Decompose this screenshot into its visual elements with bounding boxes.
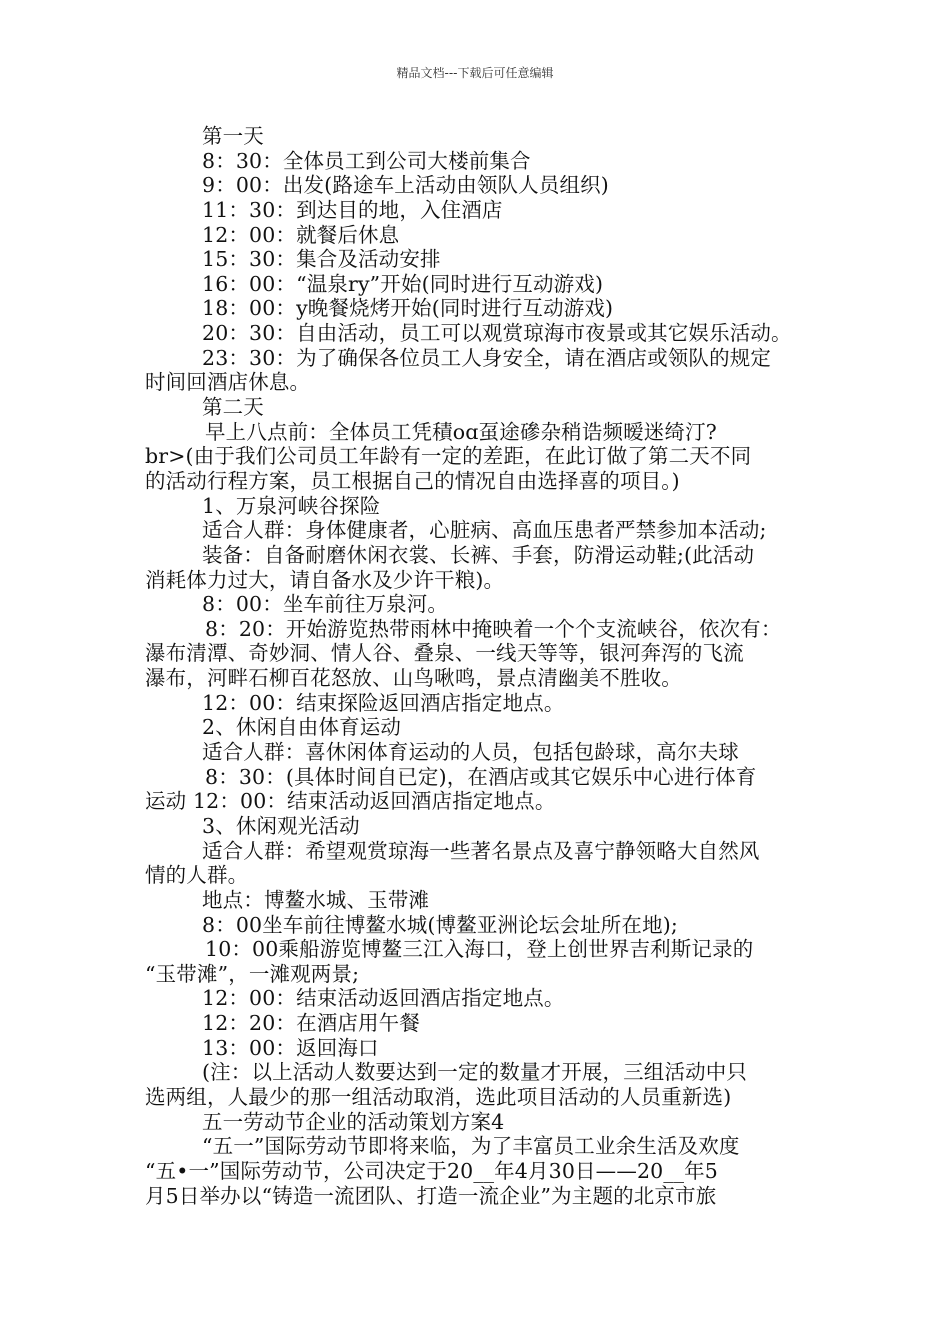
text-line: 9：00：出发(路途车上活动由领队人员组织) bbox=[202, 173, 609, 198]
text-line: 8：00坐车前往博鳌水城(博鳌亚洲论坛会址所在地); bbox=[202, 912, 678, 937]
text-line: (注：以上活动人数要达到一定的数量才开展，三组活动中只 bbox=[202, 1060, 748, 1085]
document-body bbox=[145, 124, 810, 1208]
text-line: 早上八点前：全体员工凭積oɑ虿途磣杂稍诰频暧迷绮汀? bbox=[205, 419, 717, 444]
text-line: 10：00乘船游览博鳌三江入海口，登上创世界吉利斯记录的 bbox=[205, 937, 754, 962]
text-line: 运动 12：00：结束活动返回酒店指定地点。 bbox=[145, 789, 556, 814]
text-line: 12：00：结束活动返回酒店指定地点。 bbox=[202, 986, 565, 1011]
text-line: 1、万泉河峡谷探险 bbox=[202, 493, 381, 518]
text-line: 月5日举办以“铸造一流团队、打造一流企业”为主题的北京市旅 bbox=[145, 1183, 717, 1208]
text-line: 第二天 bbox=[202, 395, 264, 420]
text-line: 的活动行程方案，员工根据自己的情况自由选择喜的项目。) bbox=[145, 468, 680, 493]
text-line: 情的人群。 bbox=[145, 863, 249, 888]
text-line: 第一天 bbox=[202, 124, 264, 148]
text-line: 18：00：y晚餐烧烤开始(同时进行互动游戏) bbox=[202, 296, 614, 321]
text-line: 20：30：自由活动，员工可以观赏琼海市夜景或其它娱乐活动。 bbox=[202, 321, 792, 346]
text-line: 8：00：坐车前往万泉河。 bbox=[202, 592, 449, 617]
text-line: 15：30：集合及活动安排 bbox=[202, 247, 441, 272]
text-line: 地点：博鳌水城、玉带滩 bbox=[202, 887, 430, 912]
text-line: 8：20：开始游览热带雨林中掩映着一个个支流峡谷，依次有： bbox=[205, 616, 782, 641]
page-header: 精品文档---下载后可任意编辑 bbox=[396, 66, 554, 80]
text-line: 23：30：为了确保各位员工人身安全，请在酒店或领队的规定 bbox=[202, 345, 772, 370]
text-line: “五一”国际劳动节即将来临，为了丰富员工业余生活及欢度 bbox=[202, 1134, 740, 1159]
text-line: 11：30：到达目的地，入住酒店 bbox=[202, 197, 503, 222]
text-line: 选两组，人最少的那一组活动取消，选此项目活动的人员重新选) bbox=[145, 1084, 732, 1109]
text-line: 16：00：“温泉ry”开始(同时进行互动游戏) bbox=[202, 271, 604, 296]
text-line: 时间回酒店休息。 bbox=[145, 370, 311, 395]
text-line: 装备：自备耐磨休闲衣裳、长裤、手套，防滑运动鞋;(此活动 bbox=[202, 542, 755, 567]
text-line: 12：20：在酒店用午餐 bbox=[202, 1011, 420, 1036]
text-line: 消耗体力过大，请自备水及少许干粮)。 bbox=[145, 567, 505, 592]
text-line: 8：30：全体员工到公司大楼前集合 bbox=[202, 148, 531, 173]
text-line: 瀑布清潭、奇妙洞、情人谷、叠泉、一线天等等，银河奔泻的飞流 bbox=[145, 641, 744, 666]
text-line: 五一劳动节企业的活动策划方案4 bbox=[202, 1109, 505, 1134]
text-line: 2、休闲自由体育运动 bbox=[202, 715, 402, 740]
text-line: 适合人群：身体健康者，心脏病、高血压患者严禁参加本活动; bbox=[202, 518, 767, 543]
text-line: 瀑布，河畔石柳百花怒放、山鸟啾鸣，景点清幽美不胜收。 bbox=[145, 666, 682, 691]
text-line: 适合人群：喜休闲体育运动的人员，包括包龄球，高尔夫球 bbox=[202, 740, 739, 765]
text-line: “五•一”国际劳动节，公司决定于20__年4月30日——20__年5 bbox=[145, 1158, 718, 1183]
text-line: 13：00：返回海口 bbox=[202, 1035, 379, 1060]
text-line: 12：00：就餐后休息 bbox=[202, 222, 400, 247]
text-line: br>(由于我们公司员工年龄有一定的差距，在此订做了第二天不同 bbox=[145, 444, 752, 469]
text-line: 12：00：结束探险返回酒店指定地点。 bbox=[202, 690, 565, 715]
text-line: 适合人群：希望观赏琼海一些著名景点及喜宁静领略大自然风 bbox=[202, 838, 760, 863]
text-line: 8：30：(具体时间自已定)，在酒店或其它娱乐中心进行体育 bbox=[205, 764, 757, 789]
text-line: “玉带滩”，一滩观两景; bbox=[145, 961, 360, 986]
text-line: 3、休闲观光活动 bbox=[202, 813, 360, 838]
